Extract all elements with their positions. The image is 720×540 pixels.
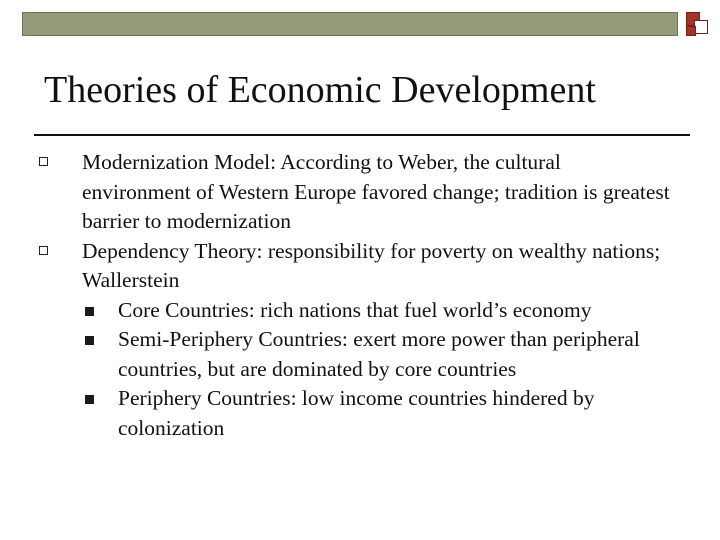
title-divider: [34, 134, 690, 136]
header-decorative-bar: [22, 12, 678, 36]
sub-bullet-text: Core Countries: rich nations that fuel world’s economy: [118, 297, 592, 322]
bullet-item-dependency: [34, 237, 674, 296]
sub-bullet-item-periphery: [34, 384, 674, 443]
filled-square-bullet-icon: [85, 395, 94, 404]
filled-square-bullet-icon: [85, 307, 94, 316]
slide-body: [34, 148, 674, 443]
sub-bullet-item-core: [34, 296, 674, 326]
sub-bullet-text: Semi-Periphery Countries: exert more power than peripheral countries, but are dominated by core countries: [118, 327, 640, 381]
hollow-square-bullet-icon: [39, 157, 48, 166]
slide-title: Theories of Economic Development: [44, 69, 596, 111]
bullet-text: Modernization Model: According to Weber, the cultural environment of Western Europe favored change; tradition is greatest barrier to modernization: [82, 150, 670, 233]
hollow-square-bullet-icon: [39, 246, 48, 255]
corner-decoration-square: [686, 26, 696, 36]
sub-bullet-item-semi-periphery: [34, 325, 674, 384]
bullet-item-modernization: [34, 148, 674, 237]
sub-bullet-text: Periphery Countries: low income countries hindered by colonization: [118, 386, 595, 440]
corner-decoration-square: [694, 20, 708, 34]
filled-square-bullet-icon: [85, 336, 94, 345]
bullet-text: Dependency Theory: responsibility for poverty on wealthy nations; Wallerstein: [82, 238, 661, 292]
